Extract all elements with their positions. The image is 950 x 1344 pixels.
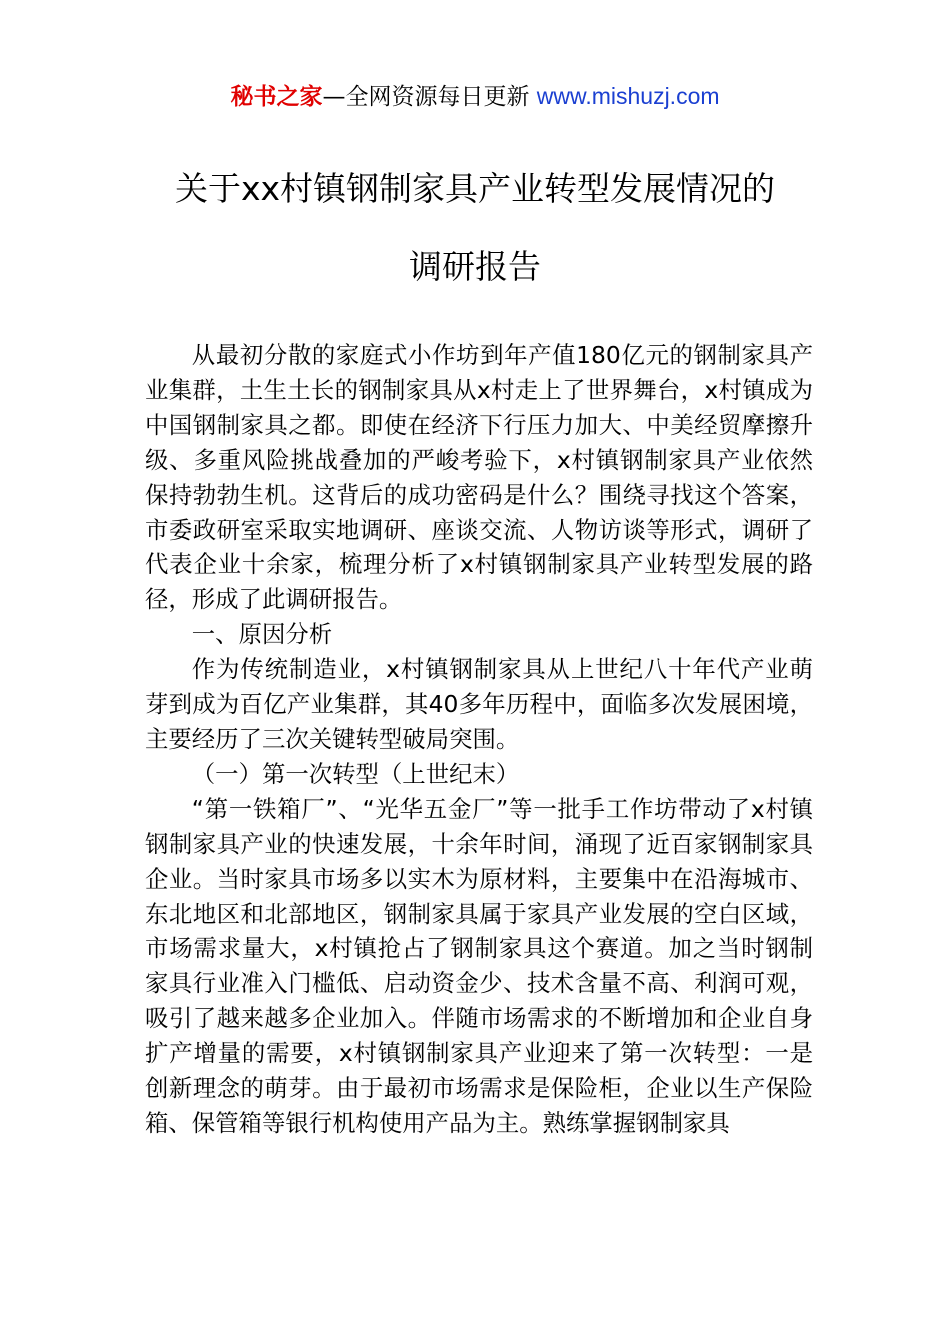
site-url-link[interactable]: www.mishuzj.com <box>536 83 720 109</box>
header-tagline: —全网资源每日更新 <box>322 84 537 110</box>
section-heading-reason-analysis: 一、原因分析 <box>191 620 333 649</box>
title-line-2: 调研报告 <box>409 247 541 286</box>
site-header <box>0 80 950 113</box>
body-paragraph: “第一铁箱厂”、“光华五金厂”等一批手工作坊带动了x村镇钢制家具产业的快速发展，十余年时间，涌现了近百家钢制家具企业。当时家具市场多以实木为原材料，主要集中在沿海城市、东北地区和北部地区，钢制家具属于家具产业发展的空白区域，市场需求量大，x村镇抢占了钢制家具这个赛道。加之当时钢制家具行业准入门槛低、启动资金少、技术含量不高、利润可观，吸引了越来越多企业加入。伴随市场需求的不断增加和企业自身扩产增量的需要，x村镇钢制家具产业迎来了第一次转型：一是创新理念的萌芽。由于最初市场需求是保险柜，企业以生产保险箱、保管箱等银行机构使用产品为主。熟练掌握钢制家具 <box>145 794 813 1137</box>
document-title <box>120 150 830 306</box>
intro-paragraph: 从最初分散的家庭式小作坊到年产值180亿元的钢制家具产业集群，土生土长的钢制家具从x村走上了世界舞台，x村镇成为中国钢制家具之都。即使在经济下行压力加大、中美经贸摩擦升级、多重风险挑战叠加的严峻考验下，x村镇钢制家具产业依然保持勃勃生机。这背后的成功密码是什么？围绕寻找这个答案，市委政研室采取实地调研、座谈交流、人物访谈等形式，调研了代表企业十余家，梳理分析了x村镇钢制家具产业转型发展的路径，形成了此调研报告。 <box>145 341 813 614</box>
title-line-1: 关于xx村镇钢制家具产业转型发展情况的 <box>174 169 776 208</box>
body-paragraph: 作为传统制造业，x村镇钢制家具从上世纪八十年代产业萌芽到成为百亿产业集群，其40多年历程中，面临多次发展困境，主要经历了三次关键转型破局突围。 <box>145 655 813 753</box>
subsection-heading-first-transformation: （一）第一次转型（上世纪末） <box>191 759 520 788</box>
document-body <box>145 338 813 1141</box>
brand-name: 秘书之家 <box>230 84 323 110</box>
